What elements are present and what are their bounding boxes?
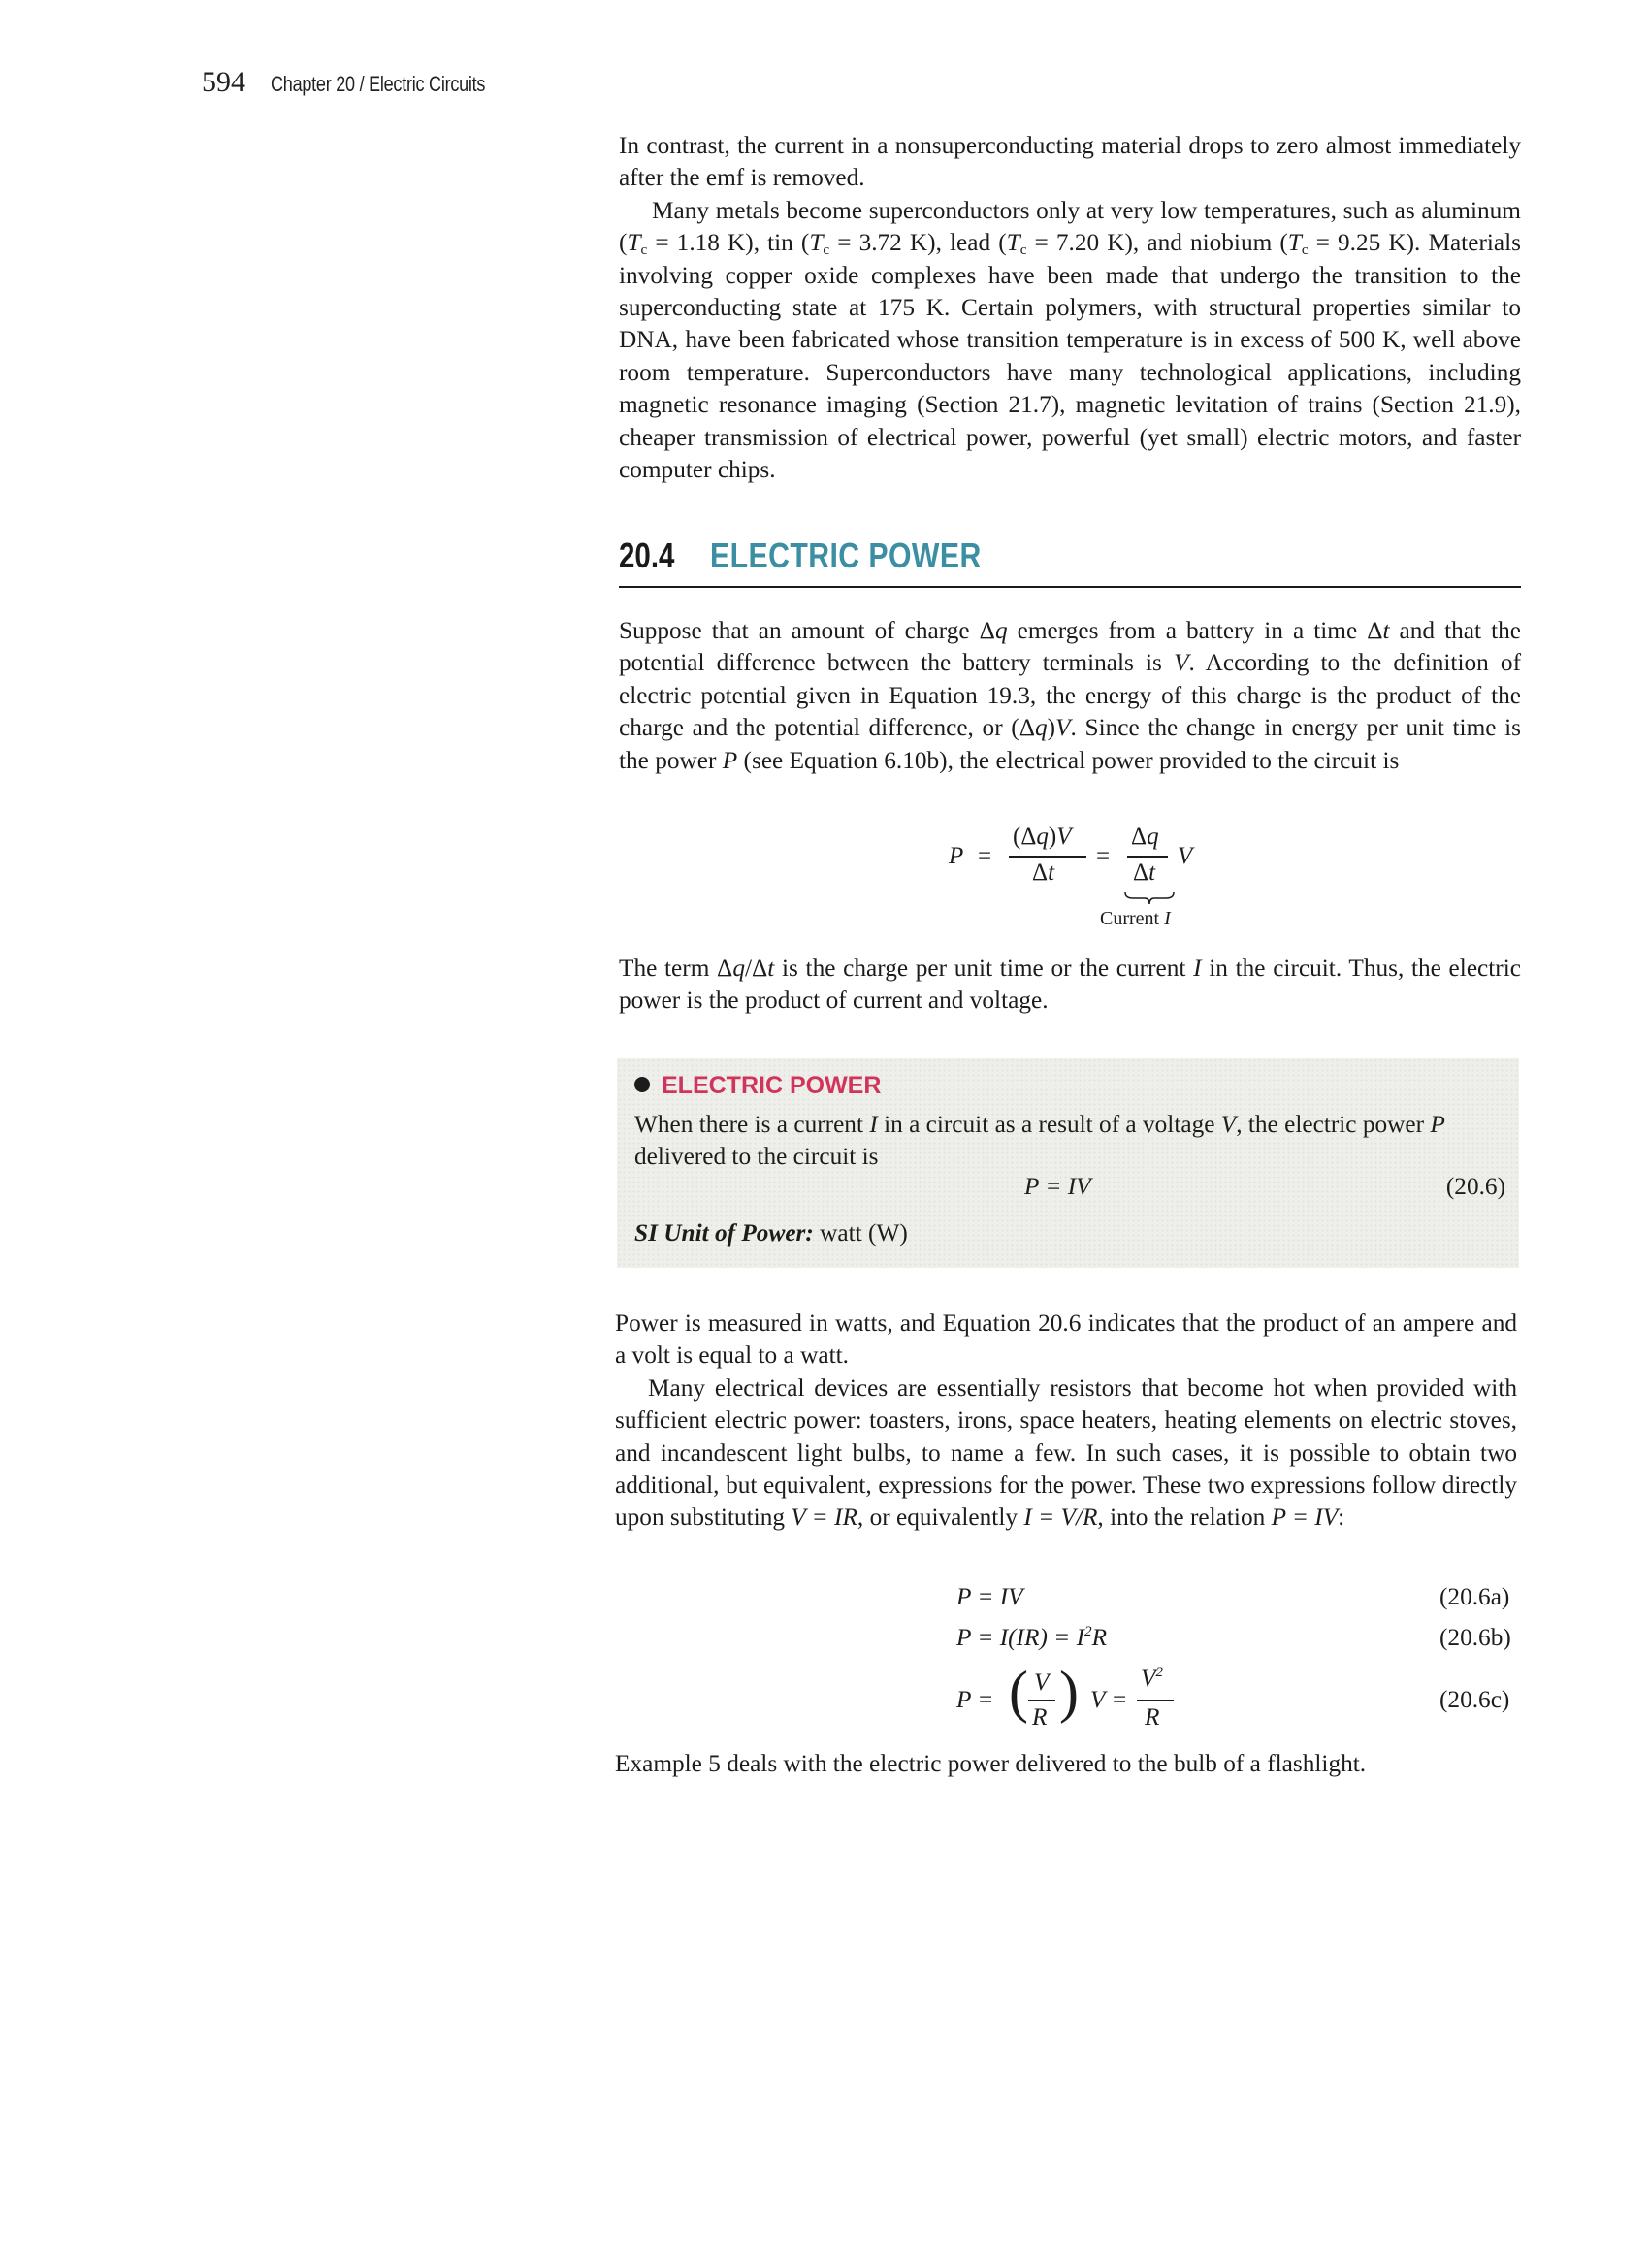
resistor-power-text xyxy=(615,1308,1517,1535)
paragraph-7: Example 5 deals with the electric power delivered to the bulb of a flashlight. xyxy=(615,1750,1367,1777)
paragraph-5: Power is measured in watts, and Equation 20.6 indicates that the product of an ampere and a volt is equal to a watt. xyxy=(615,1310,1517,1370)
equation-number-20-6b: (20.6b) xyxy=(1439,1624,1511,1651)
paragraph-1: In contrast, the current in a nonsuperconducting material drops to zero almost immediately after the emf is removed. xyxy=(619,132,1521,192)
eq-lhs: P xyxy=(949,843,964,869)
power-intro-text xyxy=(619,615,1521,777)
eq-den1: Δt xyxy=(1032,859,1055,886)
eq-equals-1: = xyxy=(978,843,992,869)
box-equation: P = IV xyxy=(1024,1173,1091,1200)
brace-label: Current I xyxy=(1100,908,1171,929)
eq-den2: Δt xyxy=(1133,859,1156,886)
equation-number-20-6c: (20.6c) xyxy=(1439,1686,1510,1713)
paragraph-3: Suppose that an amount of charge Δq emerges from a battery in a time Δt and that the potential difference between the battery terminals is V. According to the definition of electric potential given in Equation 19.3, the energy of this charge is the product of the charge and the potential difference, or (Δq)V. Since the change in energy per unit time is the power P (see Equation 6.10b), the electrical power provided to the circuit is xyxy=(619,617,1521,774)
paragraph-2: Many metals become superconductors only at very low temperatures, such as aluminum ($T_c = 1.18$ K), tin ($T_c = 3.72$ K), lead ($T_c = 7.20$ K), and niobium ($T_c = 9.25$ K). Materials involving copper oxide complexes have been made that undergo the transition to the superconducting state at 175 K. Certain polymers, with structural properties similar to DNA, have been fabricated whose transition temperature is in excess of 500 K, well above room temperature. Superconductors have many technological applications, including magnetic resonance imaging (Section 21.7), magnetic levitation of trains (Section 21.9), cheaper transmission of electrical power, powerful (yet small) electric motors, and faster computer chips. xyxy=(619,196,1521,484)
equation-20-6a: P = IV xyxy=(956,1583,1023,1610)
left-paren: ( xyxy=(1009,1660,1028,1724)
eq-fraction-bar-1 xyxy=(1009,856,1086,858)
eq-num1: (Δq)V xyxy=(1013,824,1072,850)
eq-fraction-bar-2 xyxy=(1127,856,1168,858)
intro-text xyxy=(619,130,1521,486)
equation-number-20-6a: (20.6a) xyxy=(1439,1583,1510,1610)
equation-20-6b: $P = I(IR) = I^2R$ xyxy=(956,1623,1108,1651)
fraction-bar-v-r xyxy=(1028,1700,1055,1701)
underbrace-icon xyxy=(1123,891,1176,906)
bullet-icon xyxy=(634,1077,650,1092)
section-title: ELECTRIC POWER xyxy=(710,535,982,575)
fraction-bar-v2-r xyxy=(1137,1700,1174,1701)
paragraph-6: Many electrical devices are essentially resistors that become hot when provided with sufficient electric power: toasters, irons, space heaters, heating elements on electric stoves, and incandescent light bulbs, to name a few. In such cases, it is possible to obtain two additional, but equivalent, expressions for the power. These two expressions follow directly upon substituting V = IR, or equivalently I = V/R, into the relation P = IV: xyxy=(615,1374,1517,1532)
eq-num2: Δq xyxy=(1131,824,1159,850)
section-number: 20.4 xyxy=(619,535,675,575)
current-explanation-text xyxy=(619,953,1521,1018)
eq-voltage: V xyxy=(1178,843,1193,869)
box-equation-number: (20.6) xyxy=(1445,1173,1505,1200)
chapter-title: Chapter 20 / Electric Circuits xyxy=(271,72,486,96)
page-number: 594 xyxy=(202,66,245,98)
section-heading xyxy=(619,535,1521,588)
eq-equals-2: = xyxy=(1096,843,1111,869)
electric-power-definition-box xyxy=(617,1058,1519,1268)
paragraph-4: The term Δq/Δt is the charge per unit time or the current I in the circuit. Thus, the electric power is the product of current and voltage. xyxy=(619,955,1521,1015)
si-unit-line: SI Unit of Power: watt (W) xyxy=(634,1219,908,1247)
example-reference-text xyxy=(615,1748,1517,1780)
box-definition-text: When there is a current I in a circuit as a result of a voltage V, the electric power P delivered to the circuit is xyxy=(634,1111,1445,1171)
box-title: ELECTRIC POWER xyxy=(634,1072,881,1100)
right-paren: ) xyxy=(1059,1660,1079,1724)
